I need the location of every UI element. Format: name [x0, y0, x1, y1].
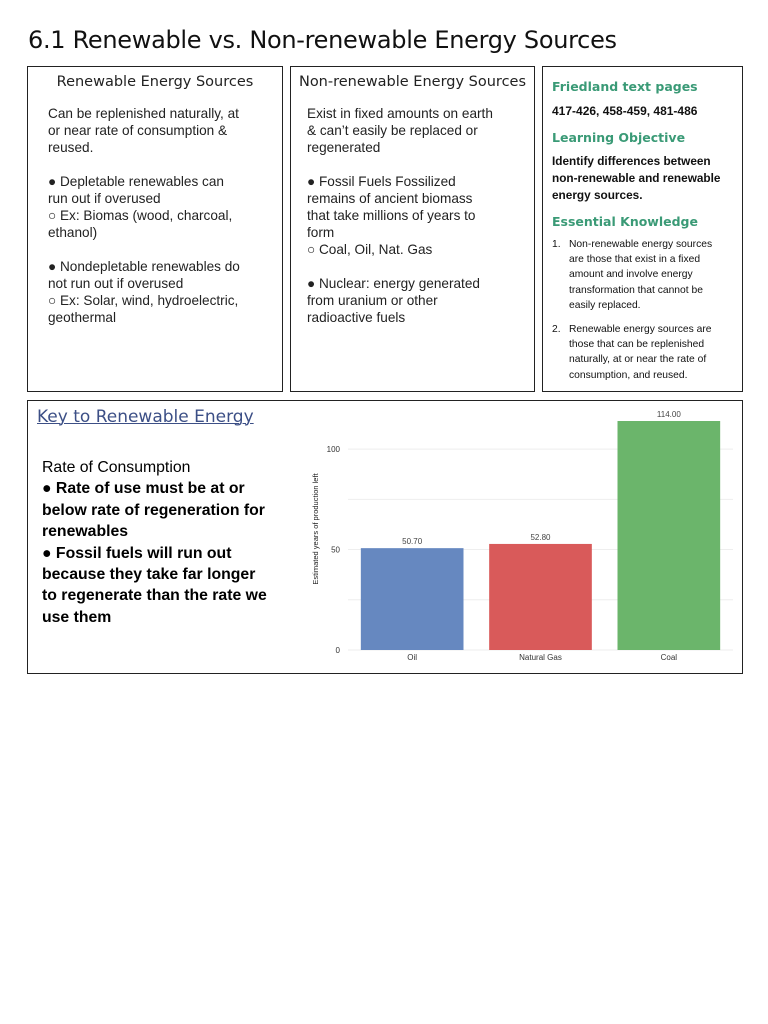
text-line: Can be replenished naturally, at: [48, 106, 239, 121]
text-line: transformation that cannot be: [569, 284, 703, 296]
text-line: amount and involve energy: [569, 269, 693, 281]
text-line: naturally, at or near the rate of: [569, 354, 707, 366]
nonrenewable-sources-box: [290, 66, 535, 392]
text-line: Non-renewable energy sources: [569, 239, 713, 250]
text-line: form: [307, 225, 335, 240]
learning-objective-text: [552, 153, 738, 204]
data-label: 52.80: [530, 532, 551, 542]
text-line: Renewable energy sources are: [569, 324, 712, 336]
text-line: easily replaced.: [569, 299, 641, 311]
text-line: use them: [42, 608, 112, 626]
essential-knowledge-heading: Essential Knowledge: [552, 214, 698, 229]
nonrenewable-definition: [307, 105, 527, 156]
text-line: ● Nondepletable renewables do: [48, 259, 240, 274]
text-line: ethanol): [48, 225, 98, 240]
list-item: [552, 322, 738, 383]
depletable-bullet: [48, 173, 273, 241]
text-line: or near rate of consumption &: [48, 123, 228, 138]
text-line: not run out if overused: [48, 276, 184, 291]
list-number: 2.: [552, 324, 561, 336]
x-tick-label: Natural Gas: [519, 653, 562, 662]
text-line: ● Fossil fuels will run out: [42, 544, 232, 562]
renewable-definition: [48, 105, 273, 156]
nonrenewable-body: [307, 105, 527, 343]
essential-knowledge-list: [552, 237, 738, 383]
text-line: Rate of Consumption: [42, 459, 191, 476]
friedland-pages: 417-426, 458-459, 481-486: [552, 104, 698, 118]
energy-bar-chart: [298, 407, 738, 669]
data-label: 114.00: [656, 410, 681, 419]
page-title: 6.1 Renewable vs. Non-renewable Energy Sources: [28, 26, 617, 54]
text-line: that take millions of years to: [307, 208, 476, 223]
bar-coal: [618, 421, 721, 650]
renewable-heading: Renewable Energy Sources: [56, 74, 254, 90]
list-item: [552, 237, 738, 313]
text-line: to regenerate than the rate we: [42, 587, 267, 605]
text-line: renewables: [42, 523, 129, 541]
text-line: consumption, and reused.: [569, 369, 688, 381]
text-line: ● Depletable renewables can: [48, 174, 224, 189]
text-line: remains of ancient biomass: [307, 191, 473, 206]
data-label: 50.70: [402, 537, 423, 547]
text-line: ● Nuclear: energy generated: [307, 276, 480, 291]
y-axis-title: Estimated years of production left: [311, 473, 320, 585]
x-tick-label: Coal: [660, 653, 678, 662]
text-line: radioactive fuels: [307, 310, 406, 325]
text-line: below rate of regeneration for: [42, 501, 265, 519]
text-line: & can’t easily be replaced or: [307, 123, 478, 138]
nondepletable-bullet: [48, 258, 273, 326]
text-line: Identify differences between: [552, 154, 711, 168]
friedland-pages-heading: Friedland text pages: [552, 79, 698, 94]
text-line: geothermal: [48, 310, 117, 325]
text-line: are those that exist in a fixed: [569, 254, 701, 266]
text-line: because they take far longer: [42, 566, 256, 584]
text-line: ● Rate of use must be at or: [42, 480, 245, 498]
text-line: non-renewable and renewable: [552, 171, 721, 185]
renewable-body: [48, 105, 273, 343]
fossil-fuels-bullet: [307, 173, 527, 258]
key-body: [42, 457, 292, 628]
text-line: run out if overused: [48, 191, 161, 206]
text-line: those that can be replenished: [569, 339, 705, 351]
text-line: from uranium or other: [307, 293, 438, 308]
x-tick-label: Oil: [407, 653, 418, 662]
text-line: regenerated: [307, 140, 381, 155]
text-line: ○ Coal, Oil, Nat. Gas: [307, 242, 433, 257]
learning-objective-heading: Learning Objective: [552, 130, 686, 145]
nuclear-bullet: [307, 275, 527, 326]
y-tick-label: 50: [331, 545, 340, 555]
key-title: Key to Renewable Energy: [37, 407, 254, 427]
nonrenewable-heading: Non-renewable Energy Sources: [298, 74, 527, 90]
text-line: ○ Ex: Biomas (wood, charcoal,: [48, 208, 233, 223]
bar-natural-gas: [489, 544, 592, 650]
list-number: 1.: [552, 239, 561, 250]
renewable-sources-box: [27, 66, 283, 392]
y-tick-label: 100: [326, 445, 340, 455]
key-to-renewable-box: [27, 400, 743, 674]
text-line: Exist in fixed amounts on earth: [307, 106, 493, 121]
friedland-box: [542, 66, 743, 392]
text-line: ● Fossil Fuels Fossilized: [307, 174, 456, 189]
text-line: energy sources.: [552, 188, 643, 202]
bar-oil: [361, 548, 464, 650]
text-line: ○ Ex: Solar, wind, hydroelectric,: [48, 293, 239, 308]
text-line: reused.: [48, 140, 94, 155]
y-tick-label: 0: [335, 646, 340, 655]
